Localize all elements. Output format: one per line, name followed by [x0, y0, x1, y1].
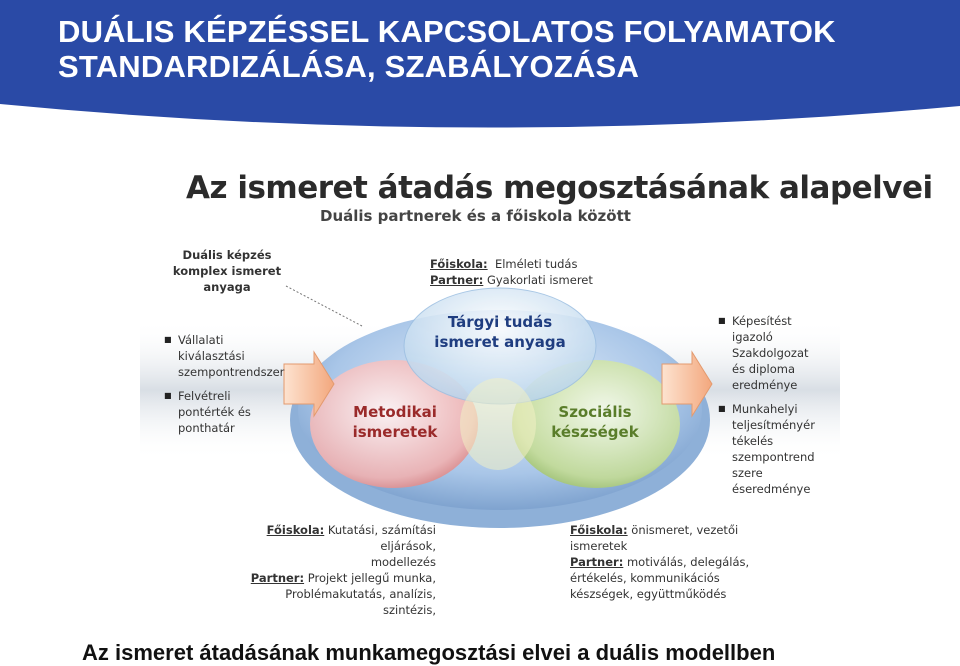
left-bullet-2	[164, 388, 288, 436]
bl-partner-label: Partner:	[250, 571, 305, 585]
bl-partner-text3: szintézis,	[383, 603, 436, 617]
circle-label-left	[340, 402, 450, 442]
br-partner-text: motiválás, delegálás,	[626, 555, 750, 569]
pointer-note-line-3: anyaga	[203, 280, 251, 294]
circle-label-top-line-1: Tárgyi tudás	[447, 313, 553, 331]
right-bullets	[718, 313, 828, 505]
left-bullet-2-line-2: pontérték és	[178, 405, 251, 419]
left-bullet-1-line-3: szempontrendszer	[178, 365, 285, 379]
bottom-right-note	[570, 522, 770, 602]
right-bullet-2-line-3: tékelés	[732, 434, 774, 448]
pointer-note-line-1: Duális képzés	[182, 248, 272, 262]
right-bullet-1	[718, 313, 828, 393]
diagram-subtitle: Duális partnerek és a főiskola között	[320, 207, 631, 225]
circle-label-right-line-2: készségek	[551, 423, 639, 441]
right-bullet-1-line-3: Szakdolgozat	[732, 346, 809, 360]
caption: Az ismeret átadásának munkamegosztási elvei a duális modellben	[82, 640, 776, 665]
br-foiskola-text: önismeret, vezetői	[631, 523, 739, 537]
bl-partner-text: Projekt jellegű munka,	[307, 571, 436, 585]
circle-label-right	[540, 402, 650, 442]
left-bullet-1-line-1: ■ Vállalati	[178, 333, 224, 347]
right-bullet-1-line-2: igazoló	[732, 330, 773, 344]
right-bullet-2-line-6: éseredménye	[732, 482, 811, 496]
circle-label-right-line-1: Szociális	[558, 403, 632, 421]
top-partner-label: Partner:	[430, 273, 484, 287]
left-bullet-2-line-1: ■ Felvétreli	[178, 389, 231, 403]
slide-title-line-2: STANDARDIZÁLÁSA, SZABÁLYOZÁSA	[58, 49, 640, 84]
pointer-note-line-2: komplex ismeret	[172, 264, 282, 278]
br-partner-label: Partner:	[570, 555, 624, 569]
top-note	[430, 256, 610, 288]
left-bullet-2-line-3: ponthatár	[178, 421, 235, 435]
right-bullet-1-line-1: ■ Képesítést	[732, 314, 792, 328]
right-bullet-2-line-2: teljesítményér	[732, 418, 815, 432]
br-partner-text2: értékelés, kommunikációs	[570, 571, 720, 585]
circle-label-left-line-2: ismeretek	[352, 423, 438, 441]
diagram-title: Az ismeret átadás megosztásának alapelvei	[186, 170, 933, 206]
top-partner-text: Gyakorlati ismeret	[486, 273, 593, 287]
circle-label-left-line-1: Metodikai	[353, 403, 437, 421]
br-foiskola-label: Főiskola:	[570, 523, 628, 537]
circle-overlap	[460, 378, 536, 470]
right-bullet-1-line-4: és diploma	[732, 362, 795, 376]
bottom-left-note	[218, 522, 436, 618]
right-bullet-2	[718, 401, 828, 497]
bl-partner-text2: Problémakutatás, analízis,	[285, 587, 436, 601]
circle-label-top	[430, 312, 570, 352]
pointer-note	[168, 247, 286, 295]
top-foiskola-label: Főiskola:	[430, 257, 488, 271]
right-bullet-1-line-5: eredménye	[732, 378, 798, 392]
left-bullet-1-line-2: kiválasztási	[178, 349, 245, 363]
right-bullet-2-line-1: ■ Munkahelyi	[732, 402, 798, 416]
circle-label-top-line-2: ismeret anyaga	[434, 333, 566, 351]
bl-foiskola-label: Főiskola:	[266, 523, 325, 537]
left-bullet-1	[164, 332, 288, 380]
br-partner-text3: készségek, együttműködés	[570, 587, 727, 601]
top-foiskola-text: Elméleti tudás	[494, 257, 578, 271]
bl-foiskola-text: Kutatási, számítási eljárások,	[327, 523, 436, 553]
bl-foiskola-text2: modellezés	[370, 555, 436, 569]
br-foiskola-text2: ismeretek	[570, 539, 628, 553]
left-bullets	[164, 332, 288, 444]
right-bullet-2-line-5: szere	[732, 466, 763, 480]
right-bullet-2-line-4: szempontrend	[732, 450, 815, 464]
slide-title-line-1: DUÁLIS KÉPZÉSSEL KAPCSOLATOS FOLYAMATOK	[58, 14, 836, 49]
